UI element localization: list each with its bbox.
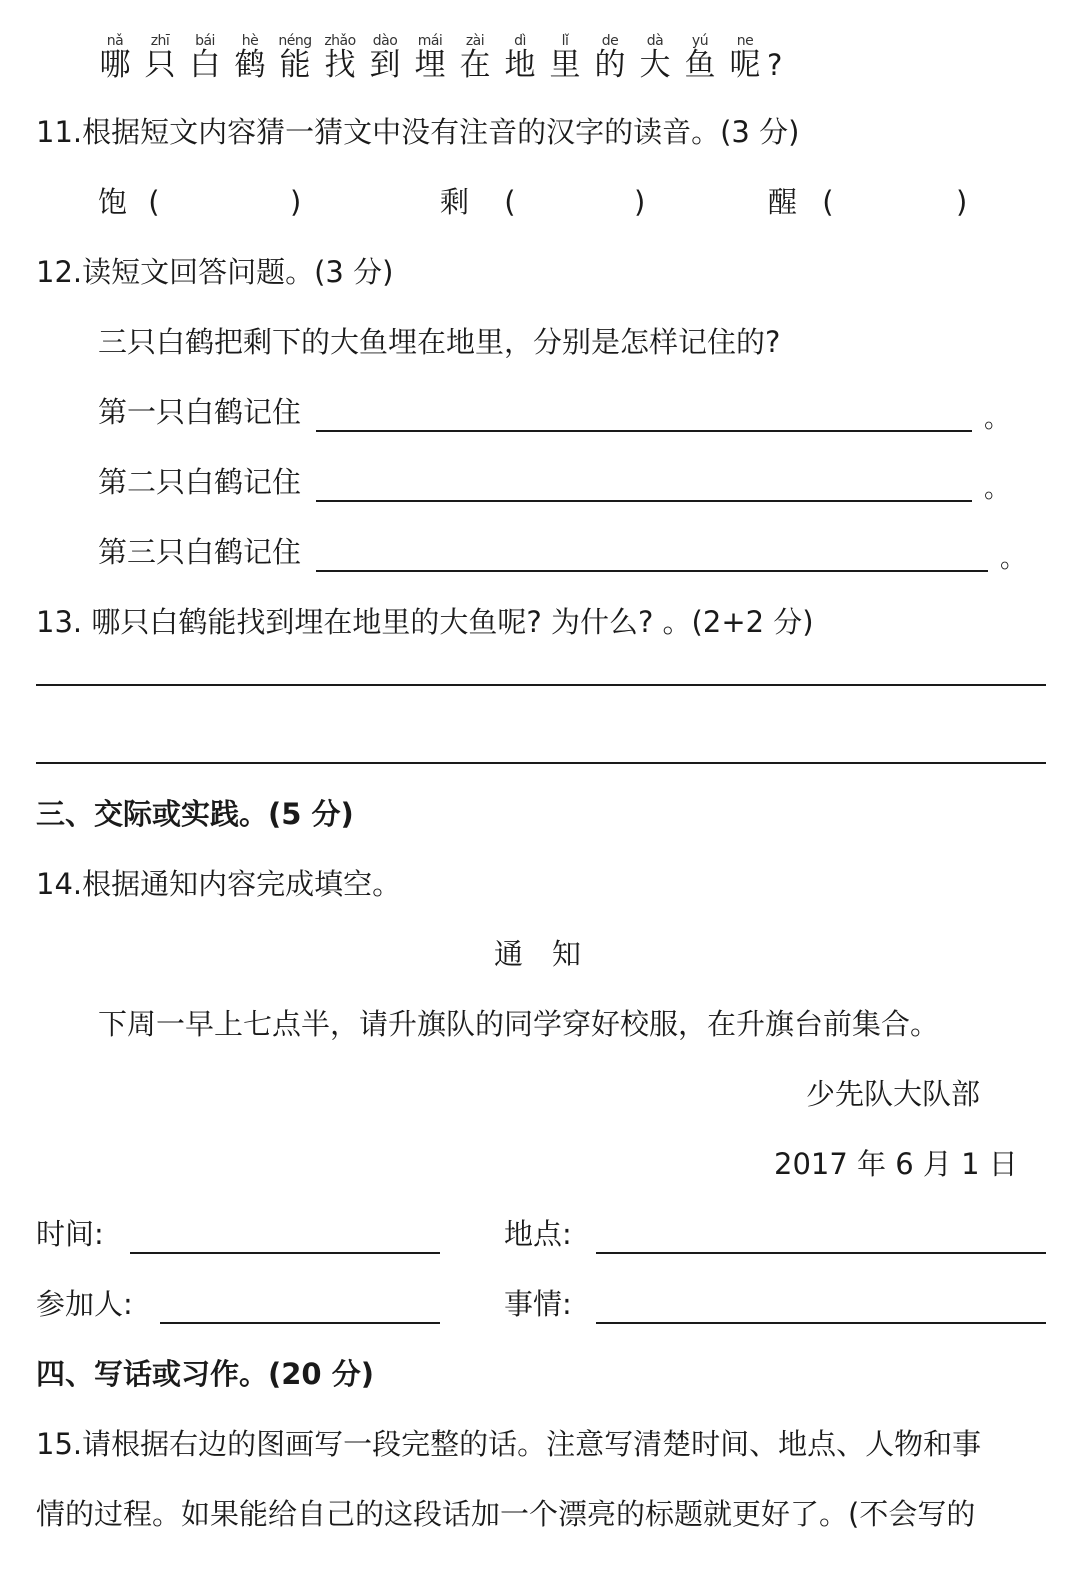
- q12-line-2-blank[interactable]: [316, 500, 972, 502]
- q12-title: 12.读短文回答问题。(3 分): [36, 255, 394, 289]
- pinyin-annotation: ne: [736, 33, 754, 49]
- field-time-label: 时间:: [36, 1217, 104, 1251]
- pinyin-annotation: lǐ: [561, 33, 569, 49]
- pinyin-annotation: de: [601, 33, 619, 49]
- ruby-char: [728, 34, 762, 82]
- pinyin-annotation: nǎ: [106, 33, 124, 49]
- ruby-char: [458, 34, 492, 82]
- pinyin-annotation: néng: [278, 33, 312, 49]
- ruby-char: [233, 34, 267, 82]
- ruby-char: [413, 34, 447, 82]
- notice-sender: 少先队大队部: [806, 1077, 981, 1111]
- pinyin-annotation: hè: [241, 33, 259, 49]
- q11-open-2: (: [504, 185, 516, 219]
- field-matter-label: 事情:: [504, 1287, 572, 1321]
- ruby-char: [368, 34, 402, 82]
- ruby-char: [503, 34, 537, 82]
- hanzi-character: 找: [324, 47, 356, 83]
- q11-char-1: 饱: [98, 185, 128, 219]
- notice-body: 下周一早上七点半，请升旗队的同学穿好校服，在升旗台前集合。: [98, 1007, 940, 1041]
- notice-date: 2017 年 6 月 1 日: [774, 1147, 1018, 1181]
- pinyin-annotation: zài: [465, 33, 485, 49]
- section-3-heading: 三、交际或实践。(5 分): [36, 797, 354, 831]
- q11-char-2: 剩: [440, 185, 470, 219]
- hanzi-character: 哪: [99, 47, 131, 83]
- pinyin-annotation: yú: [691, 33, 709, 49]
- q12-line-2-end: 。: [984, 474, 1011, 504]
- hanzi-character: 鹤: [234, 47, 266, 83]
- ruby-char: [188, 34, 222, 82]
- field-matter-blank[interactable]: [596, 1322, 1046, 1324]
- q13-answer-line-2[interactable]: [36, 762, 1046, 764]
- ruby-char: [593, 34, 627, 82]
- ruby-char: [638, 34, 672, 82]
- q11-item-3: [768, 184, 967, 220]
- q11-close-2: ): [634, 185, 646, 219]
- q12-line-2-label: 第二只白鹤记住: [98, 465, 302, 499]
- q11-close-1: ): [290, 185, 302, 219]
- q11-char-3: 醒: [768, 185, 798, 219]
- hanzi-character: 大: [639, 47, 671, 83]
- q11-item-1: [98, 184, 301, 220]
- q11-open-1: (: [148, 185, 160, 219]
- q12-line-1-blank[interactable]: [316, 430, 972, 432]
- ruby-char: [278, 34, 312, 82]
- q13-title: 13. 哪只白鹤能找到埋在地里的大鱼呢? 为什么? 。(2+2 分): [36, 605, 814, 639]
- ruby-char: [323, 34, 357, 82]
- pinyin-annotation: zhǎo: [324, 33, 356, 49]
- q12-line-1-label: 第一只白鹤记住: [98, 395, 302, 429]
- q11-open-3: (: [822, 185, 834, 219]
- field-participants-label: 参加人:: [36, 1287, 133, 1321]
- hanzi-character: 地: [504, 47, 536, 83]
- section-4-heading: 四、写话或习作。(20 分): [36, 1357, 374, 1391]
- field-time-blank[interactable]: [130, 1252, 440, 1254]
- pinyin-annotation: dào: [372, 33, 398, 49]
- ruby-char: [548, 34, 582, 82]
- q12-line-1-end: 。: [984, 404, 1011, 434]
- q12-line-3-label: 第三只白鹤记住: [98, 535, 302, 569]
- field-place-blank[interactable]: [596, 1252, 1046, 1254]
- ruby-char: [143, 34, 177, 82]
- hanzi-character: 到: [369, 47, 401, 83]
- pinyin-annotation: dà: [646, 33, 664, 49]
- ruby-char: [98, 34, 132, 82]
- hanzi-character: 鱼: [684, 47, 716, 83]
- q12-question: 三只白鹤把剩下的大鱼埋在地里，分别是怎样记住的?: [98, 325, 781, 359]
- q13-answer-line-1[interactable]: [36, 684, 1046, 686]
- hanzi-character: 埋: [414, 47, 446, 83]
- pinyin-annotation: zhī: [150, 33, 170, 49]
- pinyin-annotation: bái: [195, 33, 215, 49]
- hanzi-character: 呢: [729, 47, 761, 83]
- field-place-label: 地点:: [504, 1217, 572, 1251]
- question-mark: ?: [767, 48, 783, 82]
- ruby-char: [683, 34, 717, 82]
- field-participants-blank[interactable]: [160, 1322, 440, 1324]
- q12-line-3-end: 。: [1000, 544, 1027, 574]
- hanzi-character: 能: [279, 47, 311, 83]
- hanzi-character: 只: [144, 47, 176, 83]
- notice-title: 通 知: [494, 937, 582, 971]
- pinyin-annotation: dì: [514, 33, 526, 49]
- q12-line-3-blank[interactable]: [316, 570, 988, 572]
- q15-line-1: 15.请根据右边的图画写一段完整的话。注意写清楚时间、地点、人物和事: [36, 1427, 982, 1461]
- q11-title: 11.根据短文内容猜一猜文中没有注音的汉字的读音。(3 分): [36, 115, 800, 149]
- q15-line-2: 情的过程。如果能给自己的这段话加一个漂亮的标题就更好了。(不会写的: [36, 1497, 976, 1531]
- hanzi-character: 在: [459, 47, 491, 83]
- hanzi-character: 白: [189, 47, 221, 83]
- q11-item-2: [440, 184, 645, 220]
- hanzi-character: 里: [549, 47, 581, 83]
- pinyin-annotation: mái: [417, 33, 443, 49]
- hanzi-character: 的: [594, 47, 626, 83]
- pinyin-question-line: [98, 34, 782, 82]
- q14-title: 14.根据通知内容完成填空。: [36, 867, 402, 901]
- q11-close-3: ): [956, 185, 968, 219]
